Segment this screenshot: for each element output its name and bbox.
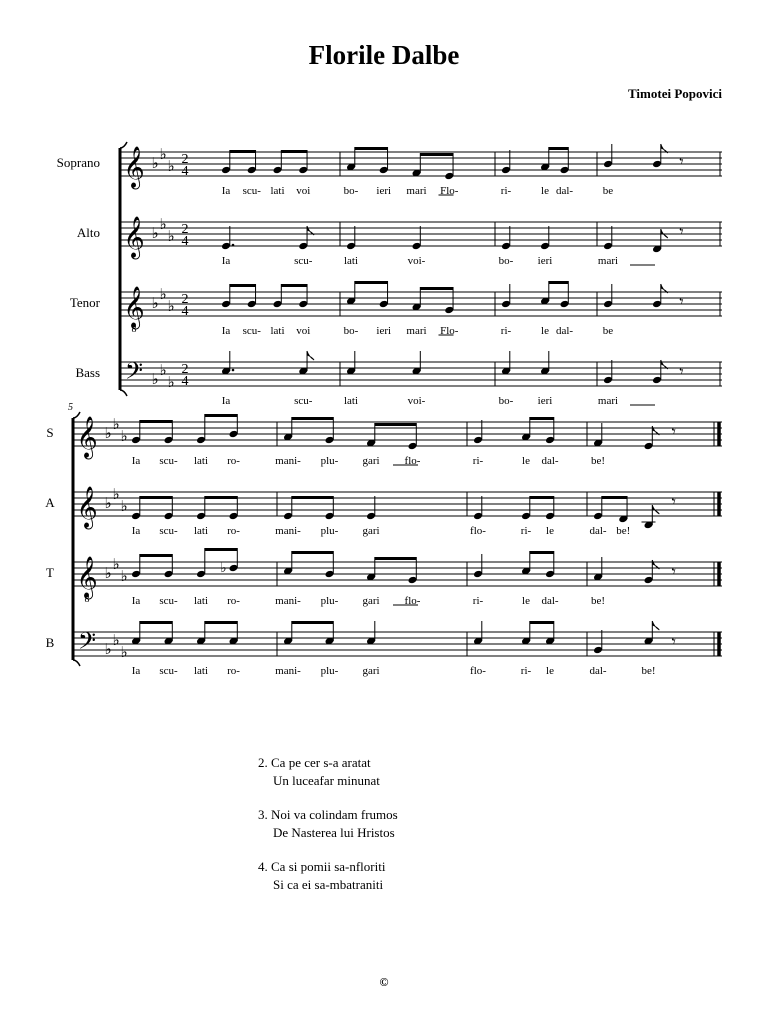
- score-title: Florile Dalbe: [308, 40, 460, 70]
- lyric-syllable: ieri: [376, 325, 392, 337]
- part-label: Tenor: [69, 295, 100, 310]
- lyric-syllable: le: [546, 665, 554, 677]
- stanza-4: [258, 858, 398, 894]
- eighth-rest-icon: 𝄾: [671, 494, 676, 511]
- lyric-syllable: ro-: [227, 525, 240, 537]
- lyric-syllable: ri-: [520, 665, 532, 677]
- lyric-syllable: ro-: [227, 455, 240, 467]
- lyric-syllable: mani-: [275, 455, 301, 467]
- treble-clef-icon: 𝄞: [76, 557, 98, 597]
- key-flat-icon: ♭: [167, 375, 175, 391]
- treble-clef-icon: 𝄞: [76, 487, 98, 527]
- measure-number: 5: [68, 402, 73, 413]
- composer-name: Timotei Popovici: [627, 86, 722, 101]
- lyric-syllable: scu-: [242, 185, 261, 197]
- treble-clef-icon: 𝄞: [123, 217, 145, 257]
- lyric-syllable: ieri: [537, 395, 553, 407]
- copyright-mark: ©: [379, 975, 389, 989]
- lyric-syllable: ieri: [376, 185, 392, 197]
- lyric-syllable: ieri: [537, 255, 553, 267]
- lyric-syllable: dal-: [555, 325, 574, 337]
- lyric-syllable: bo-: [498, 395, 514, 407]
- key-flat-icon: ♭: [151, 372, 159, 388]
- part-label: S: [46, 425, 54, 440]
- part-label: Alto: [76, 225, 100, 240]
- key-flat-icon: ♭: [104, 496, 112, 512]
- lyric-syllable: mari: [406, 325, 427, 337]
- lyric-syllable: flo-: [404, 595, 421, 607]
- lyric-syllable: plu-: [320, 665, 339, 677]
- lyric-syllable: lati: [193, 525, 209, 537]
- lyric-syllable: Ia: [131, 595, 141, 607]
- key-flat-icon: ♭: [120, 569, 128, 585]
- stanza-line: 4. Ca si pomii sa-nfloriti: [258, 859, 386, 874]
- key-flat-icon: ♭: [104, 426, 112, 442]
- lyric-syllable: bo-: [498, 255, 514, 267]
- lyric-syllable: bo-: [343, 185, 359, 197]
- lyric-syllable: flo-: [404, 455, 421, 467]
- treble-clef-icon: 𝄞: [123, 287, 145, 327]
- lyric-syllable: lati: [193, 665, 209, 677]
- lyric-syllable: mani-: [275, 525, 301, 537]
- part-label: A: [45, 495, 55, 510]
- key-flat-icon: ♭: [151, 226, 159, 242]
- lyric-syllable: scu-: [294, 395, 313, 407]
- key-flat-icon: ♭: [120, 429, 128, 445]
- lyric-syllable: plu-: [320, 525, 339, 537]
- key-flat-icon: ♭: [167, 159, 175, 175]
- augmentation-dot: [232, 369, 235, 372]
- lyric-syllable: scu-: [294, 255, 313, 267]
- key-flat-icon: ♭: [159, 147, 167, 163]
- octave-mark: 8: [84, 594, 90, 605]
- time-sig-bottom: 4: [181, 304, 189, 319]
- lyric-syllable: lati: [270, 325, 285, 337]
- lyric-syllable: lati: [343, 395, 359, 407]
- stanza-line: Si ca ei sa-mbatraniti: [273, 877, 384, 892]
- lyric-syllable: Ia: [131, 525, 141, 537]
- lyric-syllable: mani-: [275, 665, 301, 677]
- key-flat-icon: ♭: [159, 217, 167, 233]
- lyric-syllable: be!: [641, 665, 656, 677]
- note-flag: [307, 351, 314, 360]
- lyric-syllable: dal-: [589, 525, 607, 537]
- lyric-syllable: voi: [296, 185, 311, 197]
- part-label: B: [45, 635, 55, 650]
- treble-clef-icon: 𝄞: [76, 417, 98, 457]
- lyric-syllable: bo-: [343, 325, 359, 337]
- time-sig-bottom: 4: [181, 164, 189, 179]
- lyric-syllable: ri-: [472, 595, 484, 607]
- lyric-syllable: flo-: [470, 665, 486, 677]
- lyric-syllable: Flo-: [440, 325, 459, 337]
- bass-clef-icon: 𝄢: [124, 359, 144, 390]
- lyric-syllable: scu-: [242, 325, 261, 337]
- part-label: Soprano: [56, 155, 100, 170]
- lyric-syllable: voi-: [407, 255, 426, 267]
- lyric-syllable: mari: [597, 395, 619, 407]
- lyric-syllable: Ia: [131, 455, 141, 467]
- stanza-2: [258, 754, 398, 790]
- time-sig-top: 2: [181, 222, 189, 237]
- time-sig-bottom: 4: [181, 374, 189, 389]
- lyric-syllable: dal-: [541, 595, 559, 607]
- stanza-line: 2. Ca pe cer s-a aratat: [258, 755, 371, 770]
- lyric-syllable: gari: [362, 595, 380, 607]
- lyric-syllable: be!: [590, 455, 606, 467]
- bracket-hook: [73, 660, 80, 666]
- lyric-syllable: Ia: [221, 185, 231, 197]
- lyric-syllable: voi-: [407, 395, 426, 407]
- lyric-syllable: Ia: [221, 325, 231, 337]
- key-flat-icon: ♭: [104, 566, 112, 582]
- lyric-syllable: Ia: [131, 665, 141, 677]
- additional-stanzas: [258, 754, 398, 910]
- key-flat-icon: ♭: [120, 499, 128, 515]
- lyric-syllable: le: [522, 455, 530, 467]
- lyric-syllable: ri-: [472, 455, 484, 467]
- lyric-syllable: ro-: [227, 665, 240, 677]
- lyric-syllable: voi: [296, 325, 311, 337]
- lyric-syllable: lati: [343, 255, 359, 267]
- lyric-syllable: gari: [362, 665, 380, 677]
- lyric-syllable: mani-: [275, 595, 301, 607]
- lyric-syllable: dal-: [555, 185, 574, 197]
- stanza-line: 3. Noi va colindam frumos: [258, 807, 398, 822]
- lyric-syllable: scu-: [159, 665, 178, 677]
- lyric-syllable: mari: [406, 185, 427, 197]
- key-flat-icon: ♭: [167, 299, 175, 315]
- lyric-syllable: Ia: [221, 255, 231, 267]
- key-flat-icon: ♭: [112, 633, 120, 649]
- lyric-syllable: le: [546, 525, 554, 537]
- lyric-syllable: be!: [590, 595, 606, 607]
- lyric-syllable: ro-: [227, 595, 240, 607]
- part-label: T: [46, 565, 54, 580]
- time-sig-top: 2: [181, 152, 189, 167]
- key-flat-icon: ♭: [104, 642, 112, 658]
- lyric-syllable: le: [541, 185, 549, 197]
- key-flat-icon: ♭: [120, 645, 128, 661]
- lyric-syllable: plu-: [320, 595, 339, 607]
- key-flat-icon: ♭: [159, 287, 167, 303]
- eighth-rest-icon: 𝄾: [671, 634, 676, 651]
- note-flag: [652, 621, 659, 630]
- lyric-syllable: scu-: [159, 525, 178, 537]
- lyric-syllable: plu-: [320, 455, 339, 467]
- lyric-syllable: lati: [270, 185, 285, 197]
- treble-clef-icon: 𝄞: [123, 147, 145, 187]
- key-flat-icon: ♭: [112, 417, 120, 433]
- lyric-syllable: scu-: [159, 455, 178, 467]
- key-flat-icon: ♭: [151, 296, 159, 312]
- stanza-line: Un luceafar minunat: [273, 773, 380, 788]
- lyric-syllable: le: [541, 325, 549, 337]
- key-flat-icon: ♭: [151, 156, 159, 172]
- lyric-syllable: scu-: [159, 595, 178, 607]
- lyric-syllable: ri-: [520, 525, 532, 537]
- key-flat-icon: ♭: [112, 487, 120, 503]
- eighth-rest-icon: 𝄾: [679, 154, 684, 171]
- lyric-syllable: be: [602, 185, 614, 197]
- lyric-syllable: le: [522, 595, 530, 607]
- key-flat-icon: ♭: [112, 557, 120, 573]
- augmentation-dot: [232, 244, 235, 247]
- octave-mark: 8: [131, 324, 137, 335]
- lyric-syllable: lati: [193, 595, 209, 607]
- eighth-rest-icon: 𝄾: [679, 224, 684, 241]
- lyric-syllable: be: [602, 325, 614, 337]
- lyric-syllable: ri-: [500, 325, 512, 337]
- eighth-rest-icon: 𝄾: [679, 364, 684, 381]
- eighth-rest-icon: 𝄾: [671, 564, 676, 581]
- key-flat-icon: ♭: [159, 363, 167, 379]
- lyric-syllable: gari: [362, 455, 380, 467]
- lyric-syllable: lati: [193, 455, 209, 467]
- lyric-syllable: dal-: [541, 455, 559, 467]
- stanza-line: De Nasterea lui Hristos: [273, 825, 395, 840]
- lyric-syllable: Ia: [221, 395, 231, 407]
- lyric-syllable: be!: [616, 525, 631, 537]
- stanza-3: [258, 806, 398, 842]
- lyric-syllable: dal-: [589, 665, 607, 677]
- flat-accidental-icon: ♭: [220, 560, 227, 575]
- time-sig-top: 2: [181, 362, 189, 377]
- lyric-syllable: ri-: [500, 185, 512, 197]
- lyric-syllable: Flo-: [440, 185, 459, 197]
- time-sig-top: 2: [181, 292, 189, 307]
- key-flat-icon: ♭: [167, 229, 175, 245]
- bracket-hook: [120, 390, 127, 396]
- lyric-syllable: mari: [597, 255, 619, 267]
- time-sig-bottom: 4: [181, 234, 189, 249]
- lyric-syllable: gari: [362, 525, 380, 537]
- eighth-rest-icon: 𝄾: [671, 424, 676, 441]
- bass-clef-icon: 𝄢: [77, 629, 97, 660]
- part-label: Bass: [75, 365, 100, 380]
- lyric-syllable: flo-: [470, 525, 486, 537]
- eighth-rest-icon: 𝄾: [679, 294, 684, 311]
